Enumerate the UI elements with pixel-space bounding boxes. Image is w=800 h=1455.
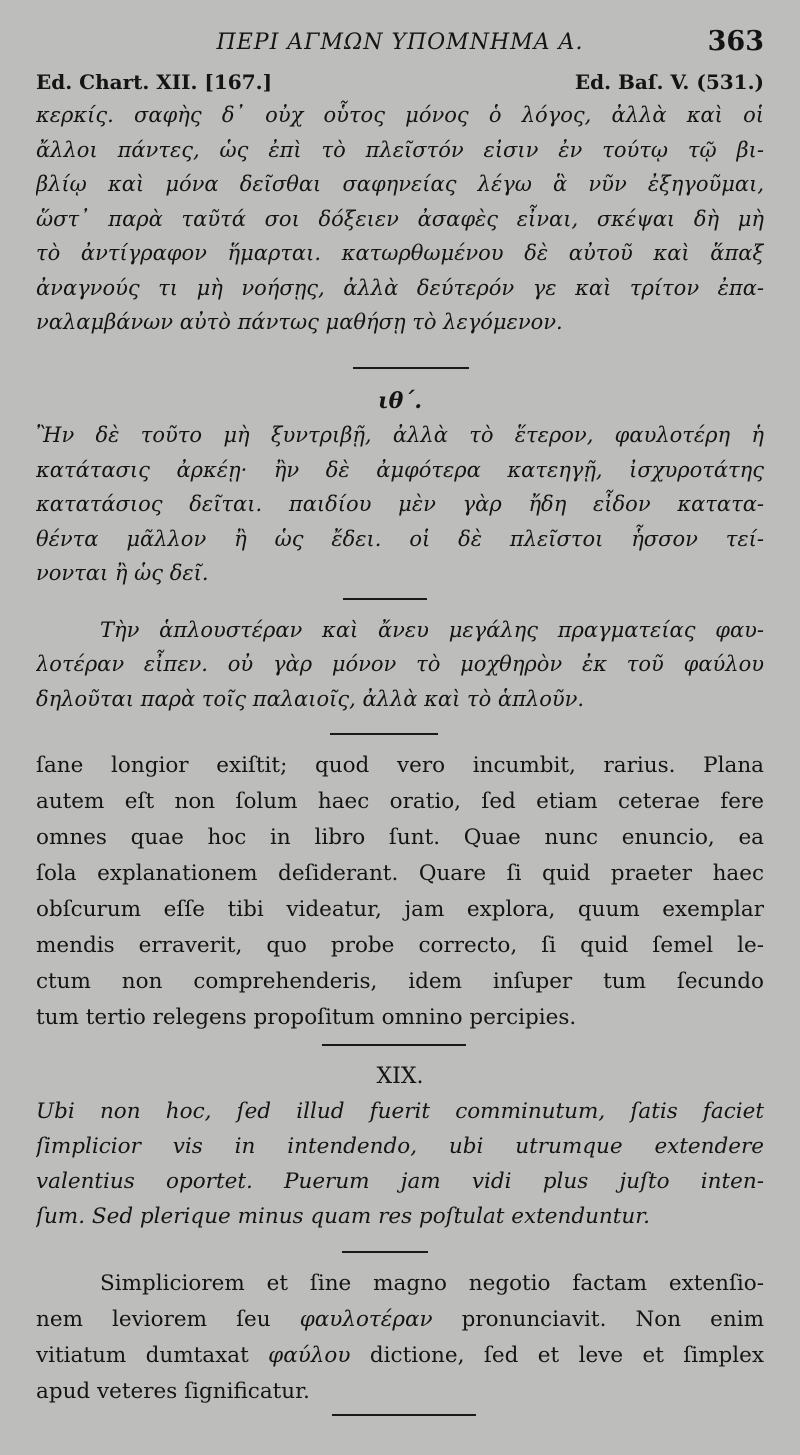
greek-aphorism-paragraph bbox=[36, 418, 764, 591]
text-line: ſola explanationem deſiderant. Quare ſi quid praeter haec bbox=[36, 861, 764, 886]
section-divider bbox=[332, 1414, 476, 1416]
running-title: ΠΕΡΙ ΑΓΜΩΝ ΥΠΟΜΝΗΜΑ Α. bbox=[216, 30, 584, 55]
greek-term: φαυλοτέραν bbox=[299, 1307, 433, 1332]
latin-translation-paragraph bbox=[36, 748, 764, 1036]
text-line: θέντα μᾶλλον ἢ ὡς ἔδει. οἱ δὲ πλεῖστοι ἧσσον τεί- bbox=[36, 526, 764, 551]
section-divider bbox=[330, 733, 438, 735]
latin-section-heading: XIX. bbox=[376, 1064, 424, 1089]
text-line: apud veteres ſignificatur. bbox=[36, 1379, 310, 1404]
text-line: τὸ ἀντίγραφον ἥμαρται. κατωρθωμένου δὲ αὐτοῦ καὶ ἅπαξ bbox=[36, 241, 764, 265]
text-line: ὥστ᾽ παρὰ ταῦτά σοι δόξειεν ἀσαφὲς εἶναι, σκέψαι δὴ μὴ bbox=[36, 206, 764, 231]
text-fragment: vitiatum dumtaxat bbox=[36, 1343, 269, 1368]
text-line: Ubi non hoc, ſed illud fuerit comminutum, ſatis faciet bbox=[36, 1099, 764, 1124]
text-line: valentius oportet. Puerum jam vidi plus juſto inten- bbox=[36, 1169, 764, 1194]
edition-reference-line bbox=[36, 70, 764, 100]
latin-aphorism-paragraph bbox=[36, 1094, 764, 1234]
greek-commentary-paragraph bbox=[36, 98, 764, 340]
greek-section-heading: ιθ΄. bbox=[378, 388, 422, 414]
text-line: Τὴν ἁπλουστέραν καὶ ἄνευ μεγάλης πραγματείας φαυ- bbox=[100, 618, 764, 642]
edition-basel: Ed. Baſ. V. (531.) bbox=[574, 70, 764, 94]
section-divider bbox=[343, 598, 427, 600]
section-divider bbox=[353, 367, 469, 369]
greek-term: φαύλου bbox=[268, 1343, 351, 1368]
text-line: mendis erraverit, quo probe correcto, ſi quid ſemel le- bbox=[36, 933, 764, 958]
section-divider bbox=[322, 1044, 466, 1046]
text-line: ſum. Sed plerique minus quam res poſtulat extenduntur. bbox=[36, 1204, 651, 1229]
section-divider bbox=[342, 1251, 428, 1253]
text-line: λοτέραν εἶπεν. οὐ γὰρ μόνον τὸ μοχθηρὸν ἐκ τοῦ φαύλου bbox=[36, 652, 764, 676]
text-line: omnes quae hoc in libro ſunt. Quae nunc enuncio, ea bbox=[36, 825, 764, 850]
text-fragment: dictione, ſed et leve et ſimplex bbox=[350, 1343, 764, 1368]
greek-commentary-paragraph-cont bbox=[36, 647, 764, 716]
text-line: ναλαμβάνων αὐτὸ πάντως μαθήσῃ τὸ λεγόμενον. bbox=[36, 310, 563, 334]
text-line: ἄλλοι πάντες, ὡς ἐπὶ τὸ πλεῖστόν εἰσιν ἐν τούτῳ τῷ βι- bbox=[36, 137, 764, 162]
text-line: κατάτασις ἀρκέῃ· ἢν δὲ ἀμφότερα κατεηγῇ, ἰσχυροτάτης bbox=[36, 457, 764, 482]
text-line bbox=[36, 1302, 764, 1338]
text-line: ſane longior exiſtit; quod vero incumbit, rarius. Plana bbox=[36, 753, 764, 778]
text-line: δηλοῦται παρὰ τοῖς παλαιοῖς, ἀλλὰ καὶ τὸ ἁπλοῦν. bbox=[36, 686, 585, 711]
text-line bbox=[36, 1338, 764, 1374]
latin-translation-paragraph bbox=[36, 1266, 764, 1410]
text-line: tum tertio relegens propoſitum omnino percipies. bbox=[36, 1005, 577, 1030]
text-line: ἀναγνούς τι μὴ νοήσῃς, ἀλλὰ δεύτερόν γε καὶ τρίτον ἐπα- bbox=[36, 275, 764, 300]
text-fragment: pronunciavit. Non enim bbox=[432, 1307, 764, 1332]
page-header bbox=[36, 26, 764, 62]
text-line: Simpliciorem et ſine magno negotio factam extenſio- bbox=[100, 1271, 764, 1296]
page-number: 363 bbox=[707, 26, 764, 57]
text-line: βλίῳ καὶ μόνα δεῖσθαι σαφηνείας λέγω ἃ νῦν ἐξηγοῦμαι, bbox=[36, 172, 764, 196]
text-line: κερκίς. σαφὴς δ᾽ οὐχ οὗτος μόνος ὁ λόγος, ἀλλὰ καὶ οἱ bbox=[36, 103, 764, 127]
text-fragment: nem leviorem ſeu bbox=[36, 1307, 300, 1332]
text-line: autem eſt non ſolum haec oratio, ſed etiam ceterae fere bbox=[36, 789, 764, 814]
text-line: ctum non comprehenderis, idem inſuper tum ſecundo bbox=[36, 969, 764, 994]
text-line: Ἢν δὲ τοῦτο μὴ ξυντριβῇ, ἀλλὰ τὸ ἕτερον, φαυλοτέρη ἡ bbox=[36, 423, 764, 447]
text-line: ſimplicior vis in intendendo, ubi utrumque extendere bbox=[36, 1134, 764, 1159]
text-line: νονται ἢ ὡς δεῖ. bbox=[36, 561, 209, 585]
text-line: κατατάσιος δεῖται. παιδίου μὲν γὰρ ἤδη εἶδον κατατα- bbox=[36, 492, 764, 516]
greek-commentary-paragraph bbox=[36, 613, 764, 648]
edition-chartier: Ed. Chart. XII. [167.] bbox=[36, 70, 273, 94]
text-line: obſcurum eſſe tibi videatur, jam explora, quum exemplar bbox=[36, 897, 764, 922]
